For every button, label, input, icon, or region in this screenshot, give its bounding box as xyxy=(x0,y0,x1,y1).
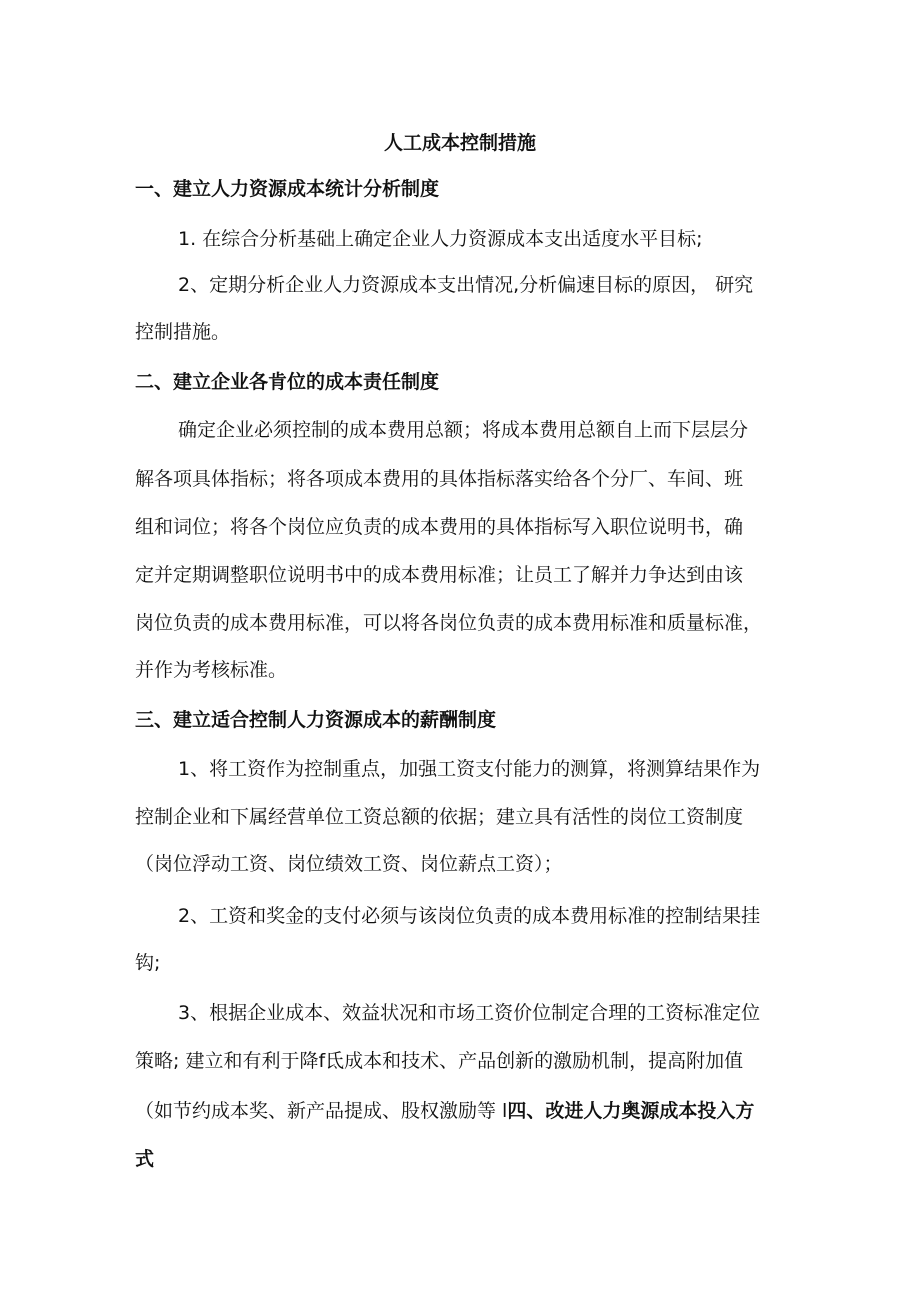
section-1-item-2-line-1: 2、定期分析企业人力资源成本支出情况,分析偏速目标的原因， 研究 xyxy=(178,274,754,296)
section-3-heading: 三、建立适合控制人力资源成本的薪酬制度 xyxy=(135,709,497,731)
section-3-item-3-tail: （如节约成本奖、新产品提成、股权激励等 l xyxy=(135,1100,508,1122)
section-3-item-2-line-1: 2、工资和奖金的支付必须与该岗位负责的成本费用标准的控制结果挂 xyxy=(178,905,761,927)
section-2-line-6: 并作为考核标准。 xyxy=(135,659,288,681)
section-2-line-5: 岗位负责的成本费用标准，可以将各岗位负责的成本费用标准和质量标准， xyxy=(135,612,763,634)
section-2-line-4: 定并定期调整职位说明书中的成本费用标准；让员工了解并力争达到由该 xyxy=(135,564,744,586)
section-3-item-3-line-2: 策略; 建立和有利于降f氐成本和技术、产品创新的激励机制，提高附加值 xyxy=(135,1050,744,1072)
section-1-item-2-line-2: 控制措施。 xyxy=(135,321,231,343)
section-2-line-2: 解各项具体指标；将各项成本费用的具体指标落实给各个分厂、车间、班 xyxy=(135,468,744,490)
document-title: 人工成本控制措施 xyxy=(383,132,536,154)
section-3-item-3-line-3 xyxy=(135,1097,795,1125)
section-4-heading: 四、改进人力奥源成本投入方 xyxy=(507,1100,755,1122)
section-3-item-1-line-1: 1、将工资作为控制重点，加强工资支付能力的测算，将测算结果作为 xyxy=(178,758,761,780)
section-1-heading: 一、建立人力资源成本统计分析制度 xyxy=(135,178,440,200)
section-3-item-1-line-3: （岗位浮动工资、岗位绩效工资、岗位薪点工资）； xyxy=(135,853,563,875)
section-3-item-3-line-1: 3、根据企业成本、效益状况和市场工资价位制定合理的工资标准定位 xyxy=(178,1002,761,1024)
section-2-line-1: 确定企业必须控制的成本费用总额；将成本费用总额自上而下层层分 xyxy=(178,419,749,441)
section-3-item-1-line-2: 控制企业和下属经营单位工资总额的依据；建立具有活性的岗位工资制度 xyxy=(135,806,744,828)
section-3-item-2-line-2: 钩; xyxy=(135,952,161,974)
section-4-heading-cont: 式 xyxy=(135,1148,155,1170)
section-2-heading: 二、建立企业各肯位的成本责任制度 xyxy=(135,371,440,393)
section-2-line-3: 组和词位；将各个岗位应负责的成本费用的具体指标写入职位说明书，确 xyxy=(135,516,744,538)
section-1-item-1: 1. 在综合分析基础上确定企业人力资源成本支出适度水平目标; xyxy=(178,228,703,250)
